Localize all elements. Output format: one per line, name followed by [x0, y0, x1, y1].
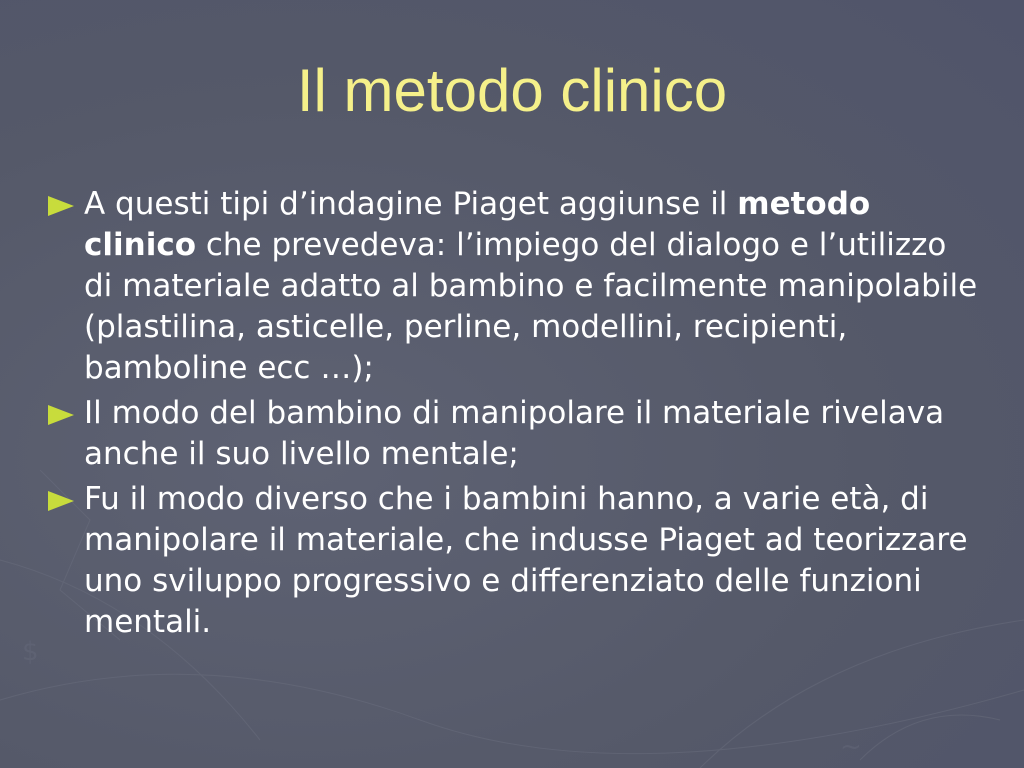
bullet-item-2: [46, 393, 981, 475]
bullet-text: Il modo del bambino di manipolare il materiale rivelava anche il suo livello mentale;: [84, 395, 945, 472]
bullet-text-pre: A questi tipi d’indagine Piaget aggiunse il: [84, 186, 738, 222]
bullet-item-1: [46, 184, 981, 389]
svg-text:$: $: [22, 637, 39, 667]
triangle-right-icon: [46, 393, 78, 434]
svg-text:~: ~: [840, 732, 862, 762]
bullet-text-post: che prevedeva: l’impiego del dialogo e l’utilizzo di materiale adatto al bambino e facilmente manipolabile (plastilina, asticelle, perline, modellini, recipienti, bamboline ecc …);: [84, 227, 978, 386]
triangle-right-icon: [46, 184, 78, 225]
bullet-text-bold: metodo clinico: [84, 186, 871, 263]
triangle-right-icon: [46, 479, 78, 520]
bullet-list: [46, 184, 981, 647]
bullet-text: Fu il modo diverso che i bambini hanno, a varie età, di manipolare il materiale, che indusse Piaget ad teorizzare uno sviluppo progressivo e differenziato delle funzioni mentali.: [84, 481, 968, 640]
slide-title: Il metodo clinico: [296, 57, 728, 124]
bullet-item-3: [46, 479, 981, 643]
